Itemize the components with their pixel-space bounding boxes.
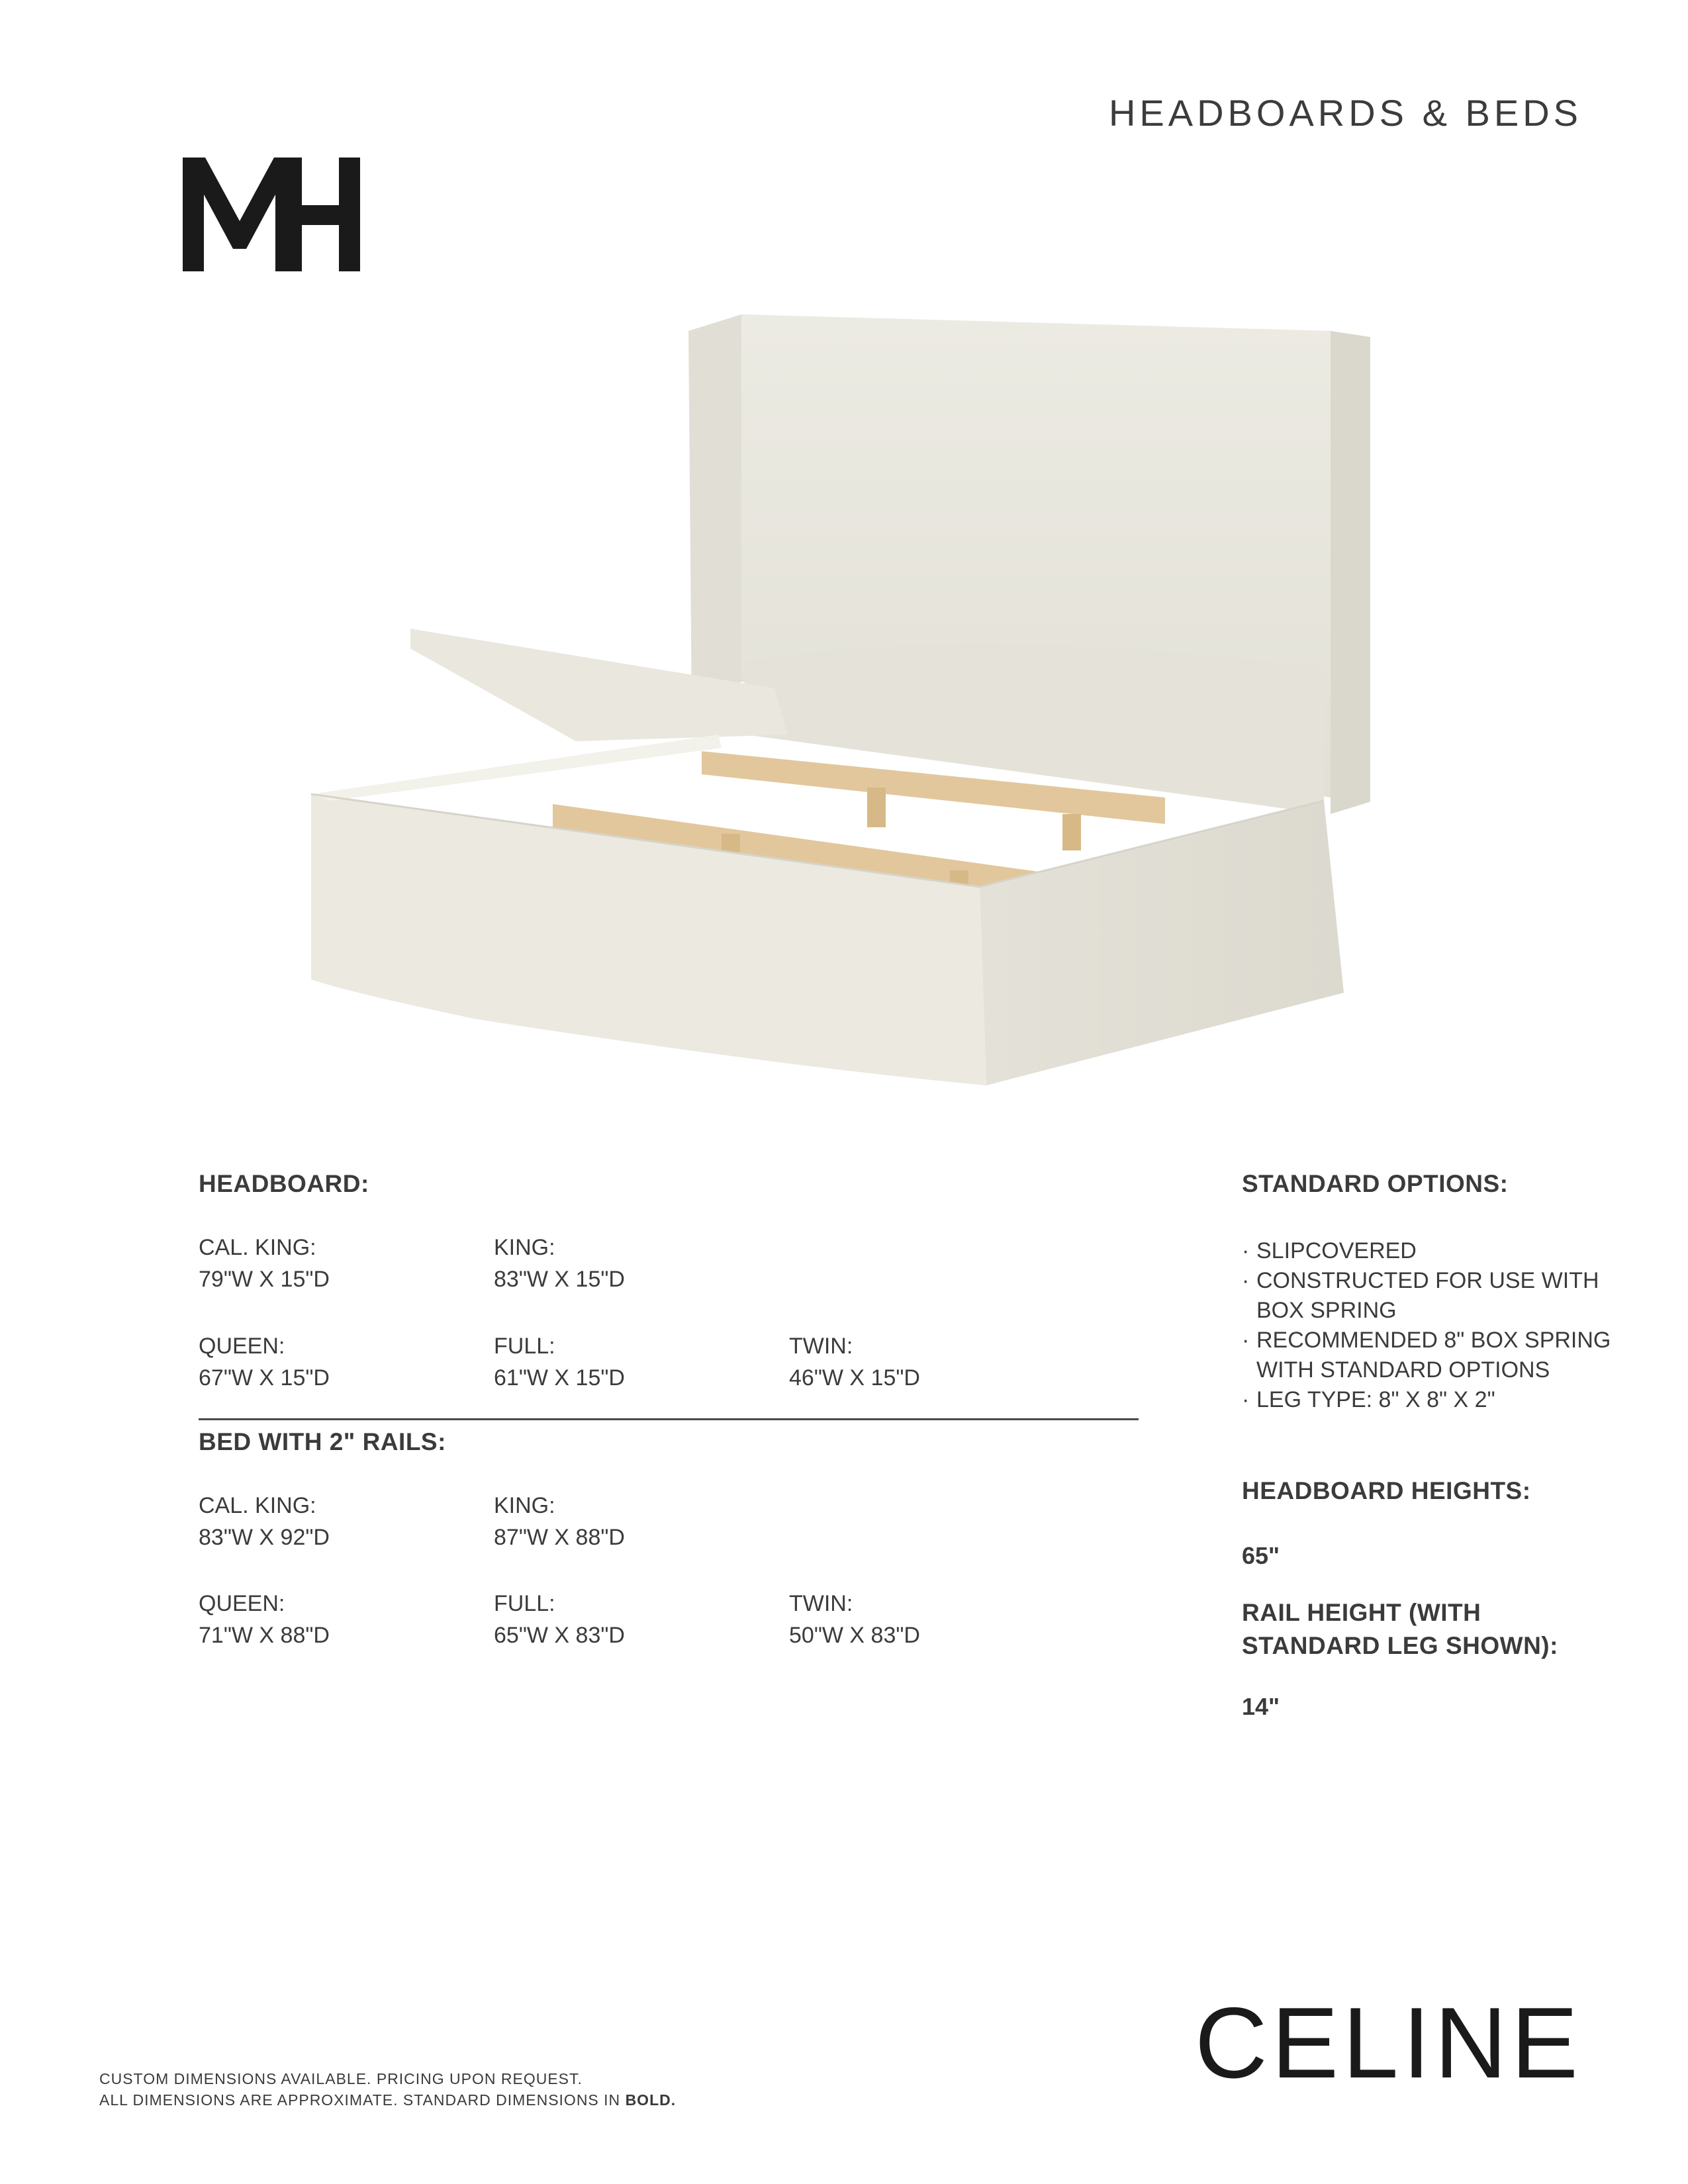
- footer-note-text: ALL DIMENSIONS ARE APPROXIMATE. STANDARD DIMENSIONS IN: [99, 2091, 626, 2109]
- hb-twin-label: TWIN:: [789, 1334, 853, 1359]
- hb-queen-label: QUEEN:: [199, 1334, 285, 1359]
- bed-king-dims: 87"W X 88"D: [494, 1525, 625, 1550]
- category-title: HEADBOARDS & BEDS: [1108, 92, 1582, 134]
- option-item: [1242, 1236, 1613, 1266]
- bullet-icon: ·: [1242, 1268, 1250, 1293]
- bed-full-label: FULL:: [494, 1591, 555, 1616]
- bed-calking-dims: 83"W X 92"D: [199, 1525, 330, 1550]
- hb-calking-label: CAL. KING:: [199, 1235, 316, 1260]
- bed-queen-label: QUEEN:: [199, 1591, 285, 1616]
- headboard-height-value: 65": [1242, 1542, 1280, 1569]
- rail-height-value: 14": [1242, 1693, 1280, 1720]
- standard-options-heading: STANDARD OPTIONS:: [1242, 1170, 1509, 1197]
- footer-note-bold: BOLD.: [625, 2091, 677, 2109]
- option-text: LEG TYPE: 8" X 8" X 2": [1256, 1387, 1495, 1412]
- bullet-icon: ·: [1242, 1328, 1250, 1353]
- bed-full-dims: 65"W X 83"D: [494, 1623, 625, 1648]
- hb-king-dims: 83"W X 15"D: [494, 1267, 625, 1292]
- option-item: [1242, 1266, 1613, 1326]
- option-text: CONSTRUCTED FOR USE WITH BOX SPRING: [1256, 1268, 1599, 1323]
- bed-calking-label: CAL. KING:: [199, 1493, 316, 1518]
- headboard-heights-heading: HEADBOARD HEIGHTS:: [1242, 1477, 1531, 1504]
- hb-queen-dims: 67"W X 15"D: [199, 1365, 330, 1390]
- footer-note-line1: CUSTOM DIMENSIONS AVAILABLE. PRICING UPON REQUEST.: [99, 2070, 583, 2087]
- hb-calking-dims: 79"W X 15"D: [199, 1267, 330, 1292]
- standard-options-list: [1242, 1236, 1613, 1415]
- headboard-heading: HEADBOARD:: [199, 1170, 369, 1197]
- hb-king-label: KING:: [494, 1235, 555, 1260]
- rail-height-heading-line2: STANDARD LEG SHOWN):: [1242, 1632, 1558, 1659]
- bed-twin-label: TWIN:: [789, 1591, 853, 1616]
- section-divider: [199, 1418, 1139, 1420]
- bed-twin-dims: 50"W X 83"D: [789, 1623, 920, 1648]
- brand-logo: CELINE: [1194, 1987, 1582, 2099]
- mh-logo: [183, 158, 360, 271]
- hb-twin-dims: 46"W X 15"D: [789, 1365, 920, 1390]
- bed-king-label: KING:: [494, 1493, 555, 1518]
- option-item: [1242, 1385, 1613, 1415]
- option-text: RECOMMENDED 8" BOX SPRING WITH STANDARD OPTIONS: [1256, 1328, 1611, 1383]
- hb-full-dims: 61"W X 15"D: [494, 1365, 625, 1390]
- bullet-icon: ·: [1242, 1387, 1250, 1412]
- footer-note-line2: [99, 2091, 676, 2109]
- option-text: SLIPCOVERED: [1256, 1238, 1417, 1263]
- bullet-icon: ·: [1242, 1238, 1250, 1263]
- bed-product-image: [311, 311, 1370, 1085]
- rail-height-heading-line1: RAIL HEIGHT (WITH: [1242, 1599, 1481, 1626]
- hb-full-label: FULL:: [494, 1334, 555, 1359]
- bed-heading: BED WITH 2" RAILS:: [199, 1428, 446, 1455]
- bed-queen-dims: 71"W X 88"D: [199, 1623, 330, 1648]
- option-item: [1242, 1326, 1613, 1385]
